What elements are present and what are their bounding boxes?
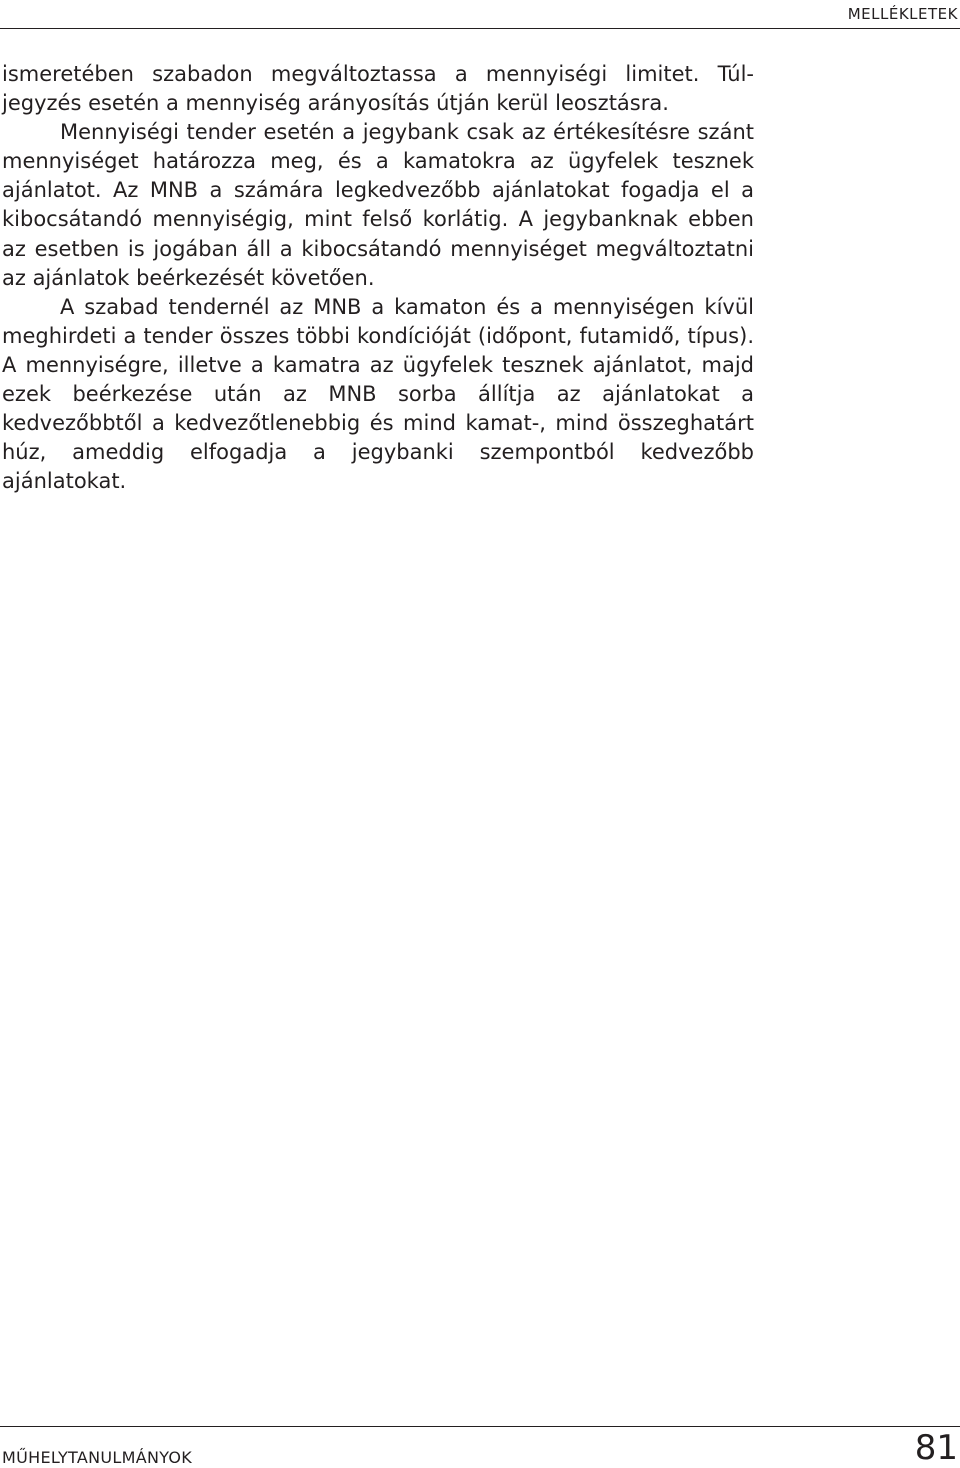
body-text — [2, 60, 754, 496]
header-rule — [0, 28, 960, 29]
paragraph-continuation: ismeretében szabadon megváltoztassa a mennyiségi limitet. Túljegyzés esetén a mennyiség arányosítás útján kerül leosztásra. — [2, 62, 754, 116]
paragraph-free-tender: A szabad tendernél az MNB a kamaton és a mennyiségen kívül meghirdeti a tender összes többi kondícióját (időpont, futamidő, típus). A mennyiségre, illetve a kamatra az ügyfelek tesznek ajánlatot, majd ezek beérkezése után az MNB sorba állítja az ajánlatokat a kedvezőbbtől a kedvezőtlenebbig és mind kamat-, mind összeghatárt húz, ameddig elfogadja a jegybanki szempontból kedvezőbb ajánlatokat. — [2, 294, 754, 494]
journal-name: MŰHELYTANULMÁNYOK — [2, 1448, 193, 1467]
running-header: MELLÉKLETEK — [847, 5, 958, 23]
paragraph-quantity-tender: Mennyiségi tender esetén a jegybank csak az értékesítésre szánt mennyiséget határozza meg, és a kamatokra az ügyfelek tesznek ajánlatot. Az MNB a számára legkedvezőbb ajánlatokat fogadja el a kibocsátandó mennyiségig, mint felső korlátig. A jegybanknak ebben az esetben is jogában áll a kibocsátandó mennyiséget megváltoztatni az ajánlatok beérkezését követően. — [2, 120, 754, 290]
footer-rule — [0, 1426, 960, 1427]
page-number: 81 — [914, 1428, 958, 1468]
